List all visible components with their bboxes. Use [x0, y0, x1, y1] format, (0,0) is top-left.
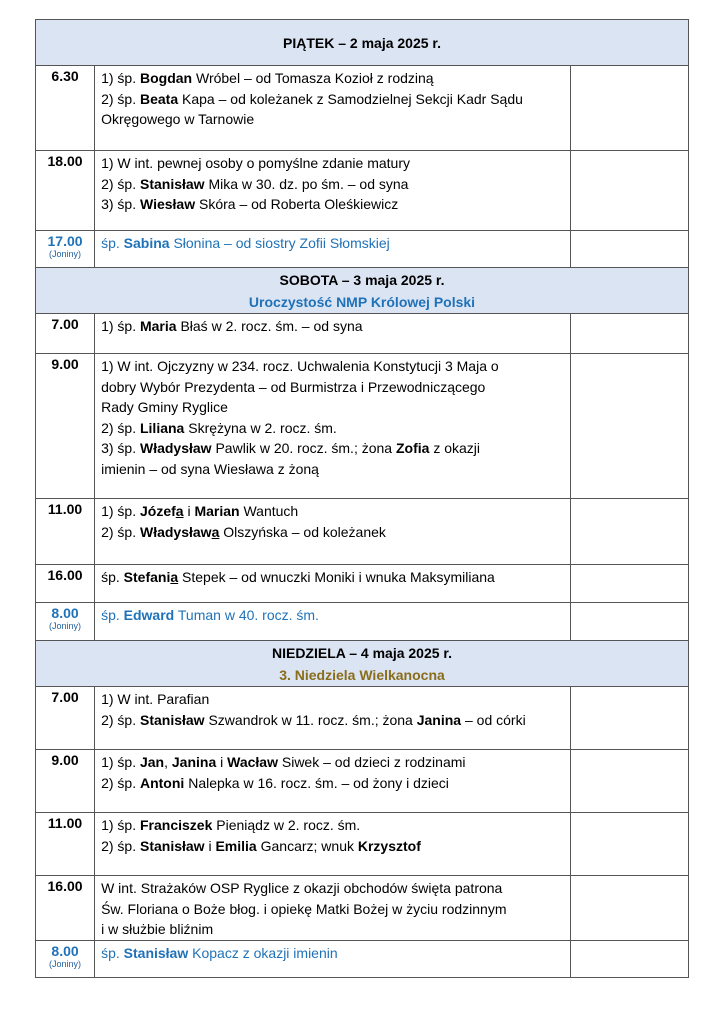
intention-name: Stefani	[123, 569, 171, 585]
intention-line	[101, 773, 570, 794]
intention-text: 2) śp.	[101, 711, 140, 728]
mass-time-cell	[36, 876, 95, 941]
intention-text: 1) śp.	[101, 318, 140, 334]
intention-name: a	[170, 569, 179, 585]
intention-text: 1) śp.	[101, 503, 140, 519]
intention-name: Wiesław	[139, 196, 196, 212]
intention-name: Wacław	[227, 754, 278, 770]
intention-text: 2) śp.	[101, 90, 140, 107]
intention-line	[101, 919, 570, 940]
intention-name: Maria	[139, 318, 177, 334]
mass-intention-cell	[95, 231, 571, 268]
mass-time-cell	[36, 354, 95, 499]
intention-line	[101, 438, 570, 459]
notes-cell	[570, 151, 688, 231]
intention-text: Kopacz z okazji imienin	[188, 944, 338, 961]
mass-time: 7.00	[51, 316, 79, 332]
intention-line	[101, 899, 570, 920]
mass-row	[36, 565, 689, 603]
mass-time-cell	[36, 151, 95, 231]
intention-line	[101, 316, 570, 337]
intention-text: śp.	[101, 569, 124, 585]
intention-text: ,	[164, 754, 172, 770]
mass-time-cell	[36, 750, 95, 813]
intention-name: Marian	[194, 503, 240, 519]
intention-text: śp.	[101, 607, 124, 623]
intention-text: 2) śp.	[101, 175, 140, 192]
mass-row	[36, 151, 689, 231]
intention-text: 2) śp.	[101, 523, 140, 540]
notes-cell	[570, 354, 688, 499]
intention-text: Słonina – od siostry Zofii Słomskiej	[169, 235, 390, 251]
notes-cell	[570, 940, 688, 977]
intention-name: Władysław	[139, 523, 212, 540]
intention-text: Szwandrok w 11. rocz. śm.; żona	[204, 711, 417, 728]
intention-text: Skóra – od Roberta Oleśkiewicz	[195, 196, 399, 212]
notes-cell	[570, 603, 688, 641]
intention-line	[101, 89, 570, 110]
intention-text: Wróbel – od Tomasza Kozioł z rodziną	[192, 70, 434, 86]
intention-name: Zofia	[395, 440, 430, 456]
intention-text: z okazji	[429, 440, 481, 456]
intention-line	[101, 356, 570, 377]
intention-line	[101, 501, 570, 522]
mass-row	[36, 603, 689, 641]
intention-text: Gancarz; wnuk	[256, 837, 358, 854]
intention-text: i w służbie bliźnim	[101, 921, 214, 937]
mass-time: 9.00	[51, 356, 79, 372]
intention-name: Bogdan	[139, 70, 193, 86]
intention-text: W int. Strażaków OSP Ryglice z okazji obchodów święta patrona	[101, 880, 503, 896]
intention-line	[101, 943, 570, 964]
mass-row	[36, 750, 689, 813]
mass-intention-cell	[95, 314, 571, 354]
intention-line	[101, 397, 570, 418]
intention-line	[101, 752, 570, 773]
schedule-body	[36, 20, 689, 978]
notes-cell	[570, 750, 688, 813]
mass-time: 16.00	[47, 878, 83, 894]
intention-text: 1) W int. Parafian	[101, 691, 210, 707]
mass-intention-cell	[95, 603, 571, 641]
intention-text: Nalepka w 16. rocz. śm. – od żony i dzieci	[184, 774, 449, 791]
intention-line	[101, 605, 570, 626]
intention-line	[101, 109, 570, 130]
day-header-cell	[36, 268, 689, 314]
notes-cell	[570, 876, 688, 941]
day-header-friday	[36, 20, 689, 66]
mass-intention-cell	[95, 66, 571, 151]
day-title: PIĄTEK – 2 maja 2025 r.	[283, 34, 441, 51]
intention-text: 1) W int. Ojczyzny w 234. rocz. Uchwalenia Konstytucji 3 Maja o	[101, 358, 499, 374]
mass-schedule-table	[35, 19, 689, 978]
intention-text: i	[204, 837, 216, 854]
intention-text: Olszyńska – od koleżanek	[219, 523, 386, 540]
intention-line	[101, 194, 570, 215]
intention-line	[101, 68, 570, 89]
intention-text: 2) śp.	[101, 837, 140, 854]
mass-time: 17.00	[47, 233, 83, 249]
intention-name: Stanisław	[139, 837, 205, 854]
mass-time: 18.00	[47, 153, 83, 169]
intention-line	[101, 153, 570, 174]
mass-time: 11.00	[47, 501, 83, 517]
intention-line	[101, 233, 570, 254]
mass-row	[36, 813, 689, 876]
intention-name: Władysław	[139, 440, 212, 456]
intention-text: i	[183, 503, 195, 519]
intention-text: 1) śp.	[101, 754, 140, 770]
day-header-sunday	[36, 641, 689, 687]
intention-name: Liliana	[139, 419, 185, 436]
day-feast-title: 3. Niedziela Wielkanocna	[279, 666, 445, 683]
notes-cell	[570, 499, 688, 565]
mass-location: (Joniny)	[49, 249, 82, 259]
mass-time: 8.00	[51, 605, 79, 621]
mass-time-cell	[36, 314, 95, 354]
mass-time-cell	[36, 940, 95, 977]
intention-line	[101, 459, 570, 480]
mass-time-cell	[36, 231, 95, 268]
intention-text: Błaś w 2. rocz. śm. – od syna	[176, 318, 363, 334]
intention-line	[101, 567, 570, 588]
intention-line	[101, 522, 570, 543]
notes-cell	[570, 687, 688, 750]
intention-line	[101, 689, 570, 710]
mass-intention-cell	[95, 940, 571, 977]
intention-text: 1) śp.	[101, 817, 140, 833]
mass-time-cell	[36, 813, 95, 876]
intention-text: 1) śp.	[101, 70, 140, 86]
intention-line	[101, 836, 570, 857]
mass-time: 7.00	[51, 689, 79, 705]
intention-name: Stanisław	[123, 944, 189, 961]
mass-intention-cell	[95, 354, 571, 499]
intention-text: śp.	[101, 944, 124, 961]
intention-text: Św. Floriana o Boże błog. i opiekę Matki Bożej w życiu rodzinnym	[101, 900, 507, 917]
day-title: SOBOTA – 3 maja 2025 r.	[279, 271, 445, 288]
intention-text: Rady Gminy Ryglice	[101, 399, 228, 415]
mass-row	[36, 314, 689, 354]
intention-name: Antoni	[139, 774, 185, 791]
intention-text: Mika w 30. dz. po śm. – od syna	[204, 175, 409, 192]
intention-line	[101, 815, 570, 836]
mass-intention-cell	[95, 876, 571, 941]
notes-cell	[570, 565, 688, 603]
intention-name: Janina	[171, 754, 217, 770]
notes-cell	[570, 66, 688, 151]
intention-name: Jan	[139, 754, 165, 770]
mass-time-cell	[36, 66, 95, 151]
day-title: NIEDZIELA – 4 maja 2025 r.	[271, 644, 452, 661]
intention-text: imienin – od syna Wiesława z żoną	[101, 460, 319, 477]
mass-time: 16.00	[47, 567, 83, 583]
intention-text: i	[216, 754, 228, 770]
intention-name: Janina	[416, 711, 462, 728]
intention-text: 3) śp.	[101, 440, 140, 456]
mass-row	[36, 499, 689, 565]
mass-row	[36, 354, 689, 499]
intention-text: Stepek – od wnuczki Moniki i wnuka Maksymiliana	[178, 569, 495, 585]
intention-text: 3) śp.	[101, 196, 140, 212]
mass-time-cell	[36, 499, 95, 565]
mass-location: (Joniny)	[49, 621, 82, 631]
mass-row	[36, 66, 689, 151]
mass-row	[36, 687, 689, 750]
intention-text: Okręgowego w Tarnowie	[101, 111, 255, 127]
intention-name: Emilia	[215, 837, 257, 854]
intention-text: 1) W int. pewnej osoby o pomyślne zdanie matury	[101, 155, 411, 171]
notes-cell	[570, 314, 688, 354]
intention-text: dobry Wybór Prezydenta – od Burmistrza i Przewodniczącego	[101, 378, 486, 395]
intention-line	[101, 377, 570, 398]
intention-line	[101, 418, 570, 439]
mass-time: 9.00	[51, 752, 79, 768]
mass-time: 11.00	[47, 815, 83, 831]
intention-line	[101, 710, 570, 731]
intention-text: śp.	[101, 235, 124, 251]
notes-cell	[570, 231, 688, 268]
intention-text: Tuman w 40. rocz. śm.	[174, 607, 319, 623]
intention-name: Sabina	[123, 235, 170, 251]
intention-name: Józef	[139, 503, 176, 519]
intention-line	[101, 174, 570, 195]
intention-name: Edward	[123, 607, 175, 623]
day-header-saturday	[36, 268, 689, 314]
intention-name: a	[211, 523, 220, 540]
intention-text: – od córki	[461, 711, 526, 728]
mass-row	[36, 940, 689, 977]
mass-row	[36, 231, 689, 268]
intention-line	[101, 878, 570, 899]
intention-name: a	[175, 503, 184, 519]
mass-intention-cell	[95, 565, 571, 603]
mass-intention-cell	[95, 499, 571, 565]
mass-time: 8.00	[51, 942, 79, 959]
intention-text: Pawlik w 20. rocz. śm.; żona	[211, 440, 396, 456]
mass-row	[36, 876, 689, 941]
intention-text: 2) śp.	[101, 774, 140, 791]
intention-name: Franciszek	[139, 817, 213, 833]
mass-time-cell	[36, 565, 95, 603]
mass-time-cell	[36, 687, 95, 750]
mass-intention-cell	[95, 151, 571, 231]
intention-name: Stanisław	[139, 175, 205, 192]
intention-name: Stanisław	[139, 711, 205, 728]
mass-intention-cell	[95, 750, 571, 813]
mass-time: 6.30	[51, 68, 79, 84]
notes-cell	[570, 813, 688, 876]
day-feast-title: Uroczystość NMP Królowej Polski	[248, 293, 476, 310]
intention-name: Krzysztof	[357, 837, 421, 854]
mass-intention-cell	[95, 813, 571, 876]
day-header-cell	[36, 20, 689, 66]
intention-text: 2) śp.	[101, 419, 140, 436]
intention-text: Pieniądz w 2. rocz. śm.	[212, 817, 361, 833]
mass-intention-cell	[95, 687, 571, 750]
intention-name: Beata	[139, 90, 179, 107]
intention-text: Kapa – od koleżanek z Samodzielnej Sekcji Kadr Sądu	[178, 90, 523, 107]
day-header-cell	[36, 641, 689, 687]
intention-text: Siwek – od dzieci z rodzinami	[277, 754, 466, 770]
mass-time-cell	[36, 603, 95, 641]
mass-location: (Joniny)	[49, 958, 82, 969]
intention-text: Skrężyna w 2. rocz. śm.	[184, 419, 337, 436]
intention-text: Wantuch	[239, 503, 299, 519]
